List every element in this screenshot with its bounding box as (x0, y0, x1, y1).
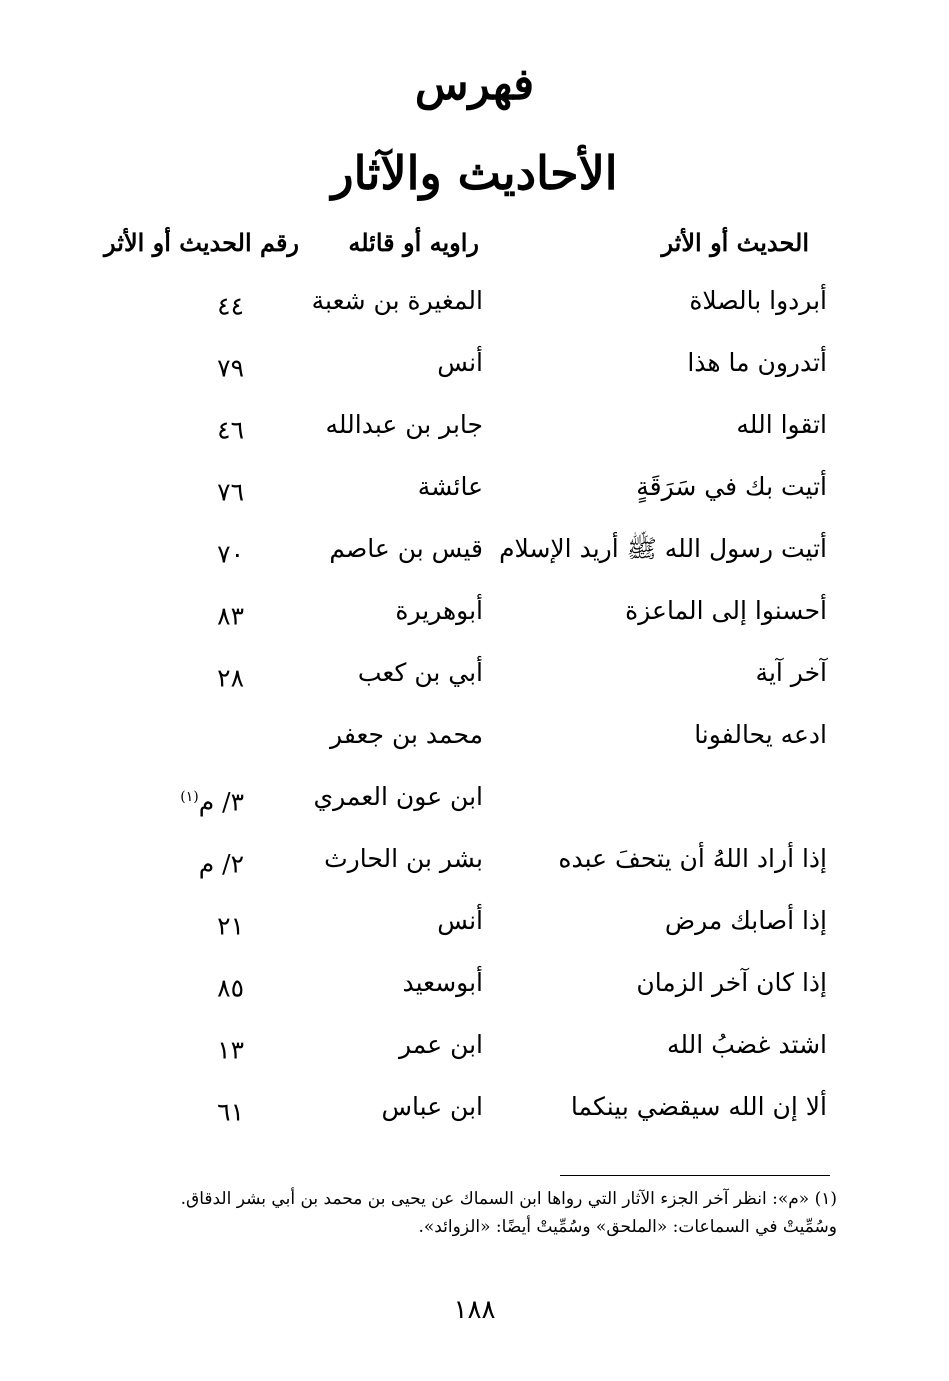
hadith-number (104, 518, 244, 585)
table-row (0, 332, 949, 394)
table-row (0, 270, 949, 332)
narrator-name: جابر بن عبدالله (325, 410, 483, 439)
hadith-number (104, 1076, 244, 1143)
hadith-text: ادعه يحالفونا (694, 720, 827, 749)
hadith-text: أتيت رسول الله ﷺ أريد الإسلام (499, 534, 827, 563)
hadith-text: أتيت بك في سَرَقَةٍ (636, 472, 827, 501)
hadith-number-value: ٨٥ (217, 973, 244, 1003)
hadith-text: إذا كان آخر الزمان (636, 968, 827, 997)
table-row (0, 766, 949, 828)
page-number: ١٨٨ (453, 1295, 496, 1325)
narrator-name: أنس (437, 348, 483, 377)
hadith-number-value: ٧٠ (217, 539, 244, 569)
narrator-name: ابن عباس (381, 1092, 483, 1121)
hadith-number-value: ٨٣ (217, 601, 244, 631)
table-row (0, 890, 949, 952)
hadith-number-value: ١٣ (217, 1035, 244, 1065)
hadith-number (104, 642, 244, 709)
hadith-number-value: ٤٤ (217, 291, 244, 321)
footnote-marker: (١) (180, 789, 199, 805)
narrator-name: أبي بن كعب (357, 658, 483, 687)
hadith-text: اتقوا الله (736, 410, 827, 439)
hadith-number-value: ٣/ م (198, 787, 244, 817)
column-header-hadith: الحديث أو الأثر (661, 228, 809, 257)
narrator-name: المغيرة بن شعبة (311, 286, 483, 315)
hadith-text: إذا أراد اللهُ أن يتحفَ عبده (558, 844, 827, 873)
hadith-number-value: ٧٦ (217, 477, 244, 507)
hadith-number (104, 394, 244, 461)
table-row (0, 1076, 949, 1138)
hadith-number-value: ٢/ م (198, 849, 244, 879)
hadith-number (104, 456, 244, 523)
table-row (0, 704, 949, 766)
narrator-name: قيس بن عاصم (329, 534, 483, 563)
hadith-text: أحسنوا إلى الماعزة (625, 596, 827, 625)
table-row (0, 828, 949, 890)
page-title: فهرس (414, 59, 535, 110)
hadith-number (104, 952, 244, 1019)
table-row (0, 456, 949, 518)
narrator-name: أبوهريرة (395, 596, 483, 625)
hadith-text: إذا أصابك مرض (664, 906, 827, 935)
column-header-narrator: راويه أو قائله (348, 228, 479, 257)
hadith-number (104, 766, 244, 833)
hadith-text: أبردوا بالصلاة (689, 286, 827, 315)
table-row (0, 1014, 949, 1076)
narrator-name: بشر بن الحارث (324, 844, 483, 873)
hadith-number (104, 270, 244, 337)
footnote-line-2: وسُمِّيتْ في السماعات: «الملحق» وسُمِّيتْ أيضًا: «الزوائد». (418, 1217, 837, 1237)
hadith-text: ألا إن الله سيقضي بينكما (570, 1092, 827, 1121)
table-row (0, 952, 949, 1014)
hadith-text: اشتد غضبُ الله (667, 1030, 827, 1059)
hadith-number-value: ٤٦ (217, 415, 244, 445)
footnote-divider (560, 1175, 830, 1176)
narrator-name: عائشة (417, 472, 483, 501)
narrator-name: ابن عون العمري (313, 782, 483, 811)
table-row (0, 518, 949, 580)
hadith-number-value: ٢٨ (217, 663, 244, 693)
hadith-number (104, 1014, 244, 1081)
hadith-number (104, 580, 244, 647)
hadith-number-value: ٢١ (217, 911, 244, 941)
hadith-number (104, 332, 244, 399)
page-subtitle: الأحاديث والآثار (331, 146, 618, 200)
hadith-text: آخر آية (755, 658, 827, 687)
table-row (0, 580, 949, 642)
hadith-number-value: ٦١ (217, 1097, 244, 1127)
column-header-number: رقم الحديث أو الأثر (104, 228, 299, 257)
footnote-line-1: (١) «م»: انظر آخر الجزء الآثار التي رواها ابن السماك عن يحيى بن محمد بن أبي بشر الدقاق. (180, 1189, 837, 1209)
hadith-number-value: ٧٩ (217, 353, 244, 383)
index-table (0, 270, 949, 1138)
hadith-number (104, 828, 244, 895)
table-row (0, 642, 949, 704)
narrator-name: محمد بن جعفر (330, 720, 483, 749)
hadith-number (104, 890, 244, 957)
table-header (0, 218, 949, 268)
hadith-text: أتدرون ما هذا (687, 348, 827, 377)
footnote (97, 1185, 837, 1241)
narrator-name: أبوسعيد (402, 968, 483, 997)
narrator-name: أنس (437, 906, 483, 935)
narrator-name: ابن عمر (398, 1030, 483, 1059)
table-row (0, 394, 949, 456)
